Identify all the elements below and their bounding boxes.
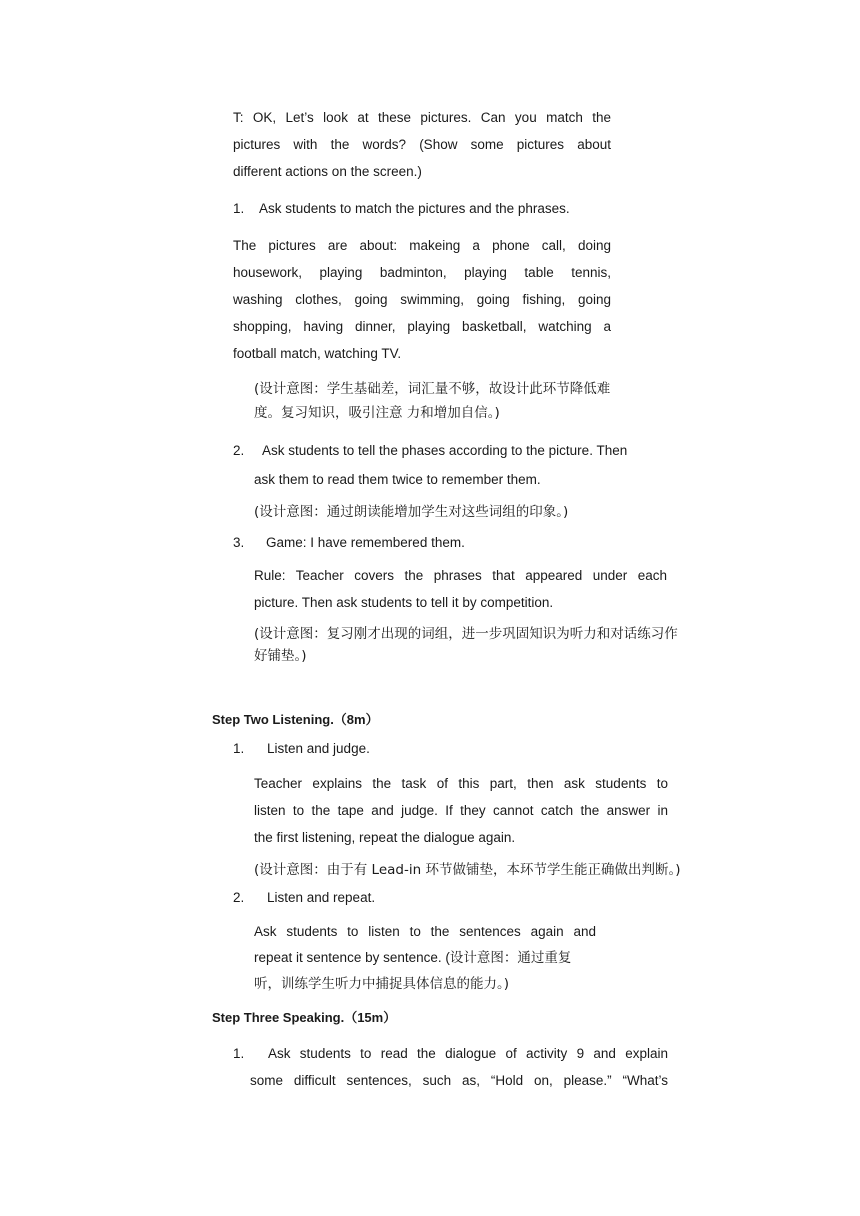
intro-line: T: OK, Let’s look at these pictures. Can you match the: [233, 110, 611, 125]
design-note: (设计意图：由于有 Lead-in 环节做铺垫，本环节学生能正确做出判断。): [254, 862, 681, 878]
design-note: 度。复习知识，吸引注意 力和增加自信。): [254, 405, 500, 421]
design-note: 好铺垫。): [254, 648, 307, 664]
intro-line: different actions on the screen.): [233, 164, 422, 179]
list-number: 1.: [233, 201, 245, 216]
list-item-text: Listen and judge.: [267, 741, 370, 756]
section-heading: Step Two Listening.（8m）: [212, 712, 379, 727]
list-number: 2.: [233, 890, 245, 905]
list-number: 3.: [233, 535, 245, 550]
repeat-line: repeat it sentence by sentence. (设计意图：通过重复: [254, 950, 572, 965]
explain-line: the first listening, repeat the dialogue again.: [254, 830, 516, 845]
list-number: 1.: [233, 1046, 245, 1061]
rule-line: Rule: Teacher covers the phrases that appeared under each: [254, 568, 667, 583]
list-number: 1.: [233, 741, 245, 756]
list-item-text: Ask students to match the pictures and the phrases.: [259, 201, 570, 216]
list-item-text: ask them to read them twice to remember them.: [254, 472, 541, 487]
list-number: 2.: [233, 443, 245, 458]
explain-line: Teacher explains the task of this part, then ask students to: [254, 776, 668, 791]
pictures-line: football match, watching TV.: [233, 346, 402, 361]
pictures-line: housework, playing badminton, playing table tennis,: [233, 265, 611, 280]
design-note: (设计意图：复习刚才出现的词组，进一步巩固知识为听力和对话练习作: [254, 626, 678, 642]
pictures-line: washing clothes, going swimming, going fishing, going: [233, 292, 611, 307]
list-item-text: Ask students to tell the phases according to the picture. Then: [262, 443, 628, 458]
repeat-line: 听，训练学生听力中捕捉具体信息的能力。): [254, 976, 510, 992]
list-item-text: Game: I have remembered them.: [266, 535, 465, 550]
pictures-line: The pictures are about: makeing a phone call, doing: [233, 238, 611, 253]
design-note: (设计意图：通过朗读能增加学生对这些词组的印象。): [254, 504, 569, 520]
rule-line: picture. Then ask students to tell it by competition.: [254, 595, 554, 610]
list-item-text: Listen and repeat.: [267, 890, 376, 905]
intro-line: pictures with the words? (Show some pictures about: [233, 137, 611, 152]
explain-line: listen to the tape and judge. If they cannot catch the answer in: [254, 803, 668, 818]
list-item-text: Ask students to read the dialogue of activity 9 and explain: [268, 1046, 668, 1061]
section-heading: Step Three Speaking.（15m）: [212, 1010, 397, 1025]
design-note: (设计意图：学生基础差，词汇量不够，故设计此环节降低难: [254, 381, 611, 397]
list-item-text: some difficult sentences, such as, “Hold on, please.” “What’s: [250, 1073, 668, 1088]
repeat-line: Ask students to listen to the sentences again and: [254, 924, 596, 939]
pictures-line: shopping, having dinner, playing basketball, watching a: [233, 319, 611, 334]
